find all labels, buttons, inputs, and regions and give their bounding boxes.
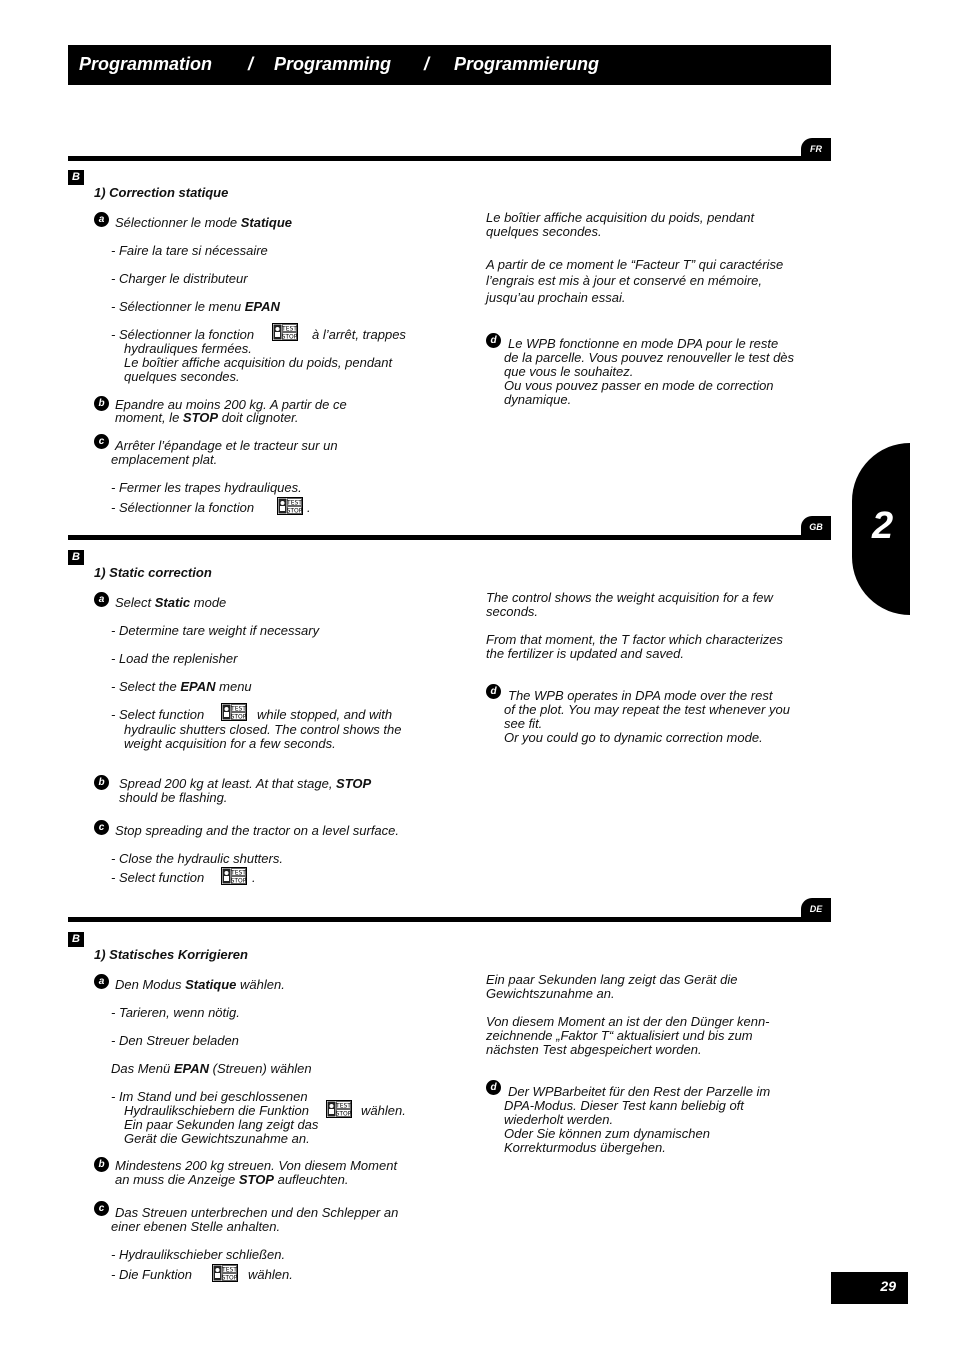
step-text: . bbox=[307, 500, 311, 515]
step-marker-a: a bbox=[94, 212, 109, 227]
step-text: Gerät die Gewichtszunahme an. bbox=[124, 1131, 310, 1146]
info-text: From that moment, the T factor which characterizes bbox=[486, 632, 783, 647]
info-text: Von diesem Moment an ist der den Dünger kenn- bbox=[486, 1014, 770, 1029]
step-text: - Im Stand und bei geschlossenen bbox=[111, 1089, 308, 1104]
section-divider bbox=[68, 917, 831, 922]
step-text: Stop spreading and the tractor on a level surface. bbox=[115, 823, 400, 838]
step-text: - Load the replenisher bbox=[111, 651, 238, 666]
step-text: wählen. bbox=[361, 1103, 406, 1118]
step-text: Select Static mode bbox=[115, 595, 227, 610]
step-text: - Tarieren, wenn nötig. bbox=[111, 1005, 240, 1020]
info-text: Gewichtszunahme an. bbox=[486, 986, 615, 1001]
section-box-label: B bbox=[68, 170, 84, 185]
step-text: Spread 200 kg at least. At that stage, STOP bbox=[119, 776, 372, 791]
section-title: 1) Correction statique bbox=[94, 185, 229, 200]
info-text: Ou vous pouvez passer en mode de correction bbox=[504, 378, 774, 393]
info-text: The WPB operates in DPA mode over the rest bbox=[508, 688, 773, 703]
info-text: wiederholt werden. bbox=[504, 1112, 614, 1127]
step-text: Das Streuen unterbrechen und den Schlepper an bbox=[115, 1205, 399, 1220]
header-title-de: Programmierung bbox=[454, 54, 600, 74]
step-text: Sélectionner le mode Statique bbox=[115, 215, 293, 230]
test-stop-icon bbox=[272, 323, 298, 341]
section-box-label: B bbox=[68, 550, 84, 565]
step-text: Arrêter l’épandage et le tracteur sur un bbox=[115, 438, 338, 453]
test-stop-icon bbox=[221, 867, 247, 885]
step-text: - Determine tare weight if necessary bbox=[111, 623, 320, 638]
info-text: Oder Sie können zum dynamischen bbox=[504, 1126, 710, 1141]
step-text: Le boîtier affiche acquisition du poids, pendant bbox=[124, 355, 393, 370]
step-marker-d: d bbox=[486, 333, 501, 348]
header-title-gb: Programming bbox=[274, 54, 392, 74]
info-text: A partir de ce moment le “Facteur T” qui caractérise bbox=[486, 257, 784, 272]
step-marker-d: d bbox=[486, 1080, 501, 1095]
test-stop-icon bbox=[326, 1100, 352, 1118]
step-text: hydraulic shutters closed. The control shows the bbox=[124, 722, 402, 737]
info-text: of the plot. You may repeat the test whenever you bbox=[504, 702, 790, 717]
step-marker-d: d bbox=[486, 684, 501, 699]
info-text: quelques secondes. bbox=[486, 224, 602, 239]
info-text: Or you could go to dynamic correction mode. bbox=[504, 730, 763, 745]
step-text: Ein paar Sekunden lang zeigt das bbox=[124, 1117, 319, 1132]
section-box-label: B bbox=[68, 932, 84, 947]
test-stop-icon bbox=[277, 497, 303, 515]
header-title-fr: Programmation bbox=[79, 54, 213, 74]
step-text: Den Modus Statique wählen. bbox=[115, 977, 285, 992]
lang-badge-de: DE bbox=[801, 898, 831, 920]
step-text: Das Menü EPAN (Streuen) wählen bbox=[111, 1061, 312, 1076]
info-text: que vous le souhaitez. bbox=[504, 364, 634, 379]
info-text: l’engrais est mis à jour et conservé en mémoire, bbox=[486, 273, 763, 288]
info-text: Ein paar Sekunden lang zeigt das Gerät die bbox=[486, 972, 738, 987]
step-text: - Charger le distributeur bbox=[111, 271, 248, 286]
info-text: DPA-Modus. Dieser Test kann beliebig oft bbox=[504, 1098, 744, 1113]
info-text: Le WPB fonctionne en mode DPA pour le reste bbox=[508, 336, 779, 351]
step-text: - Hydraulikschieber schließen. bbox=[111, 1247, 286, 1262]
test-stop-icon bbox=[221, 703, 247, 721]
step-marker-a: a bbox=[94, 974, 109, 989]
info-text: Der WPBarbeitet für den Rest der Parzelle im bbox=[508, 1084, 771, 1099]
step-marker-c: c bbox=[94, 1201, 109, 1216]
step-text: moment, le STOP doit clignoter. bbox=[115, 410, 299, 425]
page-number: 29 bbox=[831, 1272, 908, 1304]
step-text: quelques secondes. bbox=[124, 369, 240, 384]
lang-badge-fr: FR bbox=[801, 138, 831, 160]
info-text: zeichnende „Faktor T“ aktualisiert und bis zum bbox=[486, 1028, 753, 1043]
step-text: Epandre au moins 200 kg. A partir de ce bbox=[115, 397, 347, 412]
step-text: - Select the EPAN menu bbox=[111, 679, 252, 694]
section-divider bbox=[68, 535, 831, 540]
step-text: einer ebenen Stelle anhalten. bbox=[111, 1219, 281, 1234]
info-text: see fit. bbox=[504, 716, 543, 731]
info-text: Korrekturmodus übergehen. bbox=[504, 1140, 666, 1155]
step-text: . bbox=[252, 870, 256, 885]
step-text: while stopped, and with bbox=[257, 707, 393, 722]
info-text: dynamique. bbox=[504, 392, 572, 407]
step-text: weight acquisition for a few seconds. bbox=[124, 736, 336, 751]
chapter-tab: 2 bbox=[852, 443, 910, 615]
step-marker-c: c bbox=[94, 434, 109, 449]
info-text: Le boîtier affiche acquisition du poids, pendant bbox=[486, 210, 755, 225]
info-text: nächsten Test abgespeichert worden. bbox=[486, 1042, 702, 1057]
section-title: 1) Static correction bbox=[94, 565, 212, 580]
step-text: an muss die Anzeige STOP aufleuchten. bbox=[115, 1172, 349, 1187]
step-text: - Close the hydraulic shutters. bbox=[111, 851, 283, 866]
page-header bbox=[68, 45, 831, 85]
step-text: Hydraulikschiebern die Funktion bbox=[124, 1103, 309, 1118]
info-text: The control shows the weight acquisition for a few bbox=[486, 590, 773, 605]
test-stop-icon bbox=[212, 1264, 238, 1282]
step-text: - Select function bbox=[111, 707, 205, 722]
header-separator: / bbox=[248, 54, 254, 74]
section-title: 1) Statisches Korrigieren bbox=[94, 947, 248, 962]
step-text: - Fermer les trapes hydrauliques. bbox=[111, 480, 302, 495]
lang-badge-gb: GB bbox=[801, 516, 831, 538]
step-marker-a: a bbox=[94, 592, 109, 607]
step-text: - Den Streuer beladen bbox=[111, 1033, 239, 1048]
step-marker-c: c bbox=[94, 820, 109, 835]
step-text: à l’arrêt, trappes bbox=[312, 327, 406, 342]
header-separator: / bbox=[424, 54, 430, 74]
step-text: - Sélectionner le menu EPAN bbox=[111, 299, 280, 314]
step-text: hydrauliques fermées. bbox=[124, 341, 252, 356]
step-text: emplacement plat. bbox=[111, 452, 218, 467]
step-text: - Select function bbox=[111, 870, 205, 885]
section-divider bbox=[68, 156, 831, 161]
info-text: seconds. bbox=[486, 604, 539, 619]
info-text: the fertilizer is updated and saved. bbox=[486, 646, 685, 661]
step-marker-b: b bbox=[94, 775, 109, 790]
step-text: Mindestens 200 kg streuen. Von diesem Moment bbox=[115, 1158, 398, 1173]
step-marker-b: b bbox=[94, 396, 109, 411]
step-text: should be flashing. bbox=[119, 790, 228, 805]
step-text: - Die Funktion bbox=[111, 1267, 192, 1282]
info-text: de la parcelle. Vous pouvez renouveller le test dès bbox=[504, 350, 795, 365]
step-text: - Sélectionner la fonction bbox=[111, 327, 255, 342]
step-text: - Sélectionner la fonction bbox=[111, 500, 255, 515]
step-text: - Faire la tare si nécessaire bbox=[111, 243, 268, 258]
step-marker-b: b bbox=[94, 1157, 109, 1172]
info-text: jusqu’au prochain essai. bbox=[486, 290, 626, 305]
step-text: wählen. bbox=[248, 1267, 293, 1282]
